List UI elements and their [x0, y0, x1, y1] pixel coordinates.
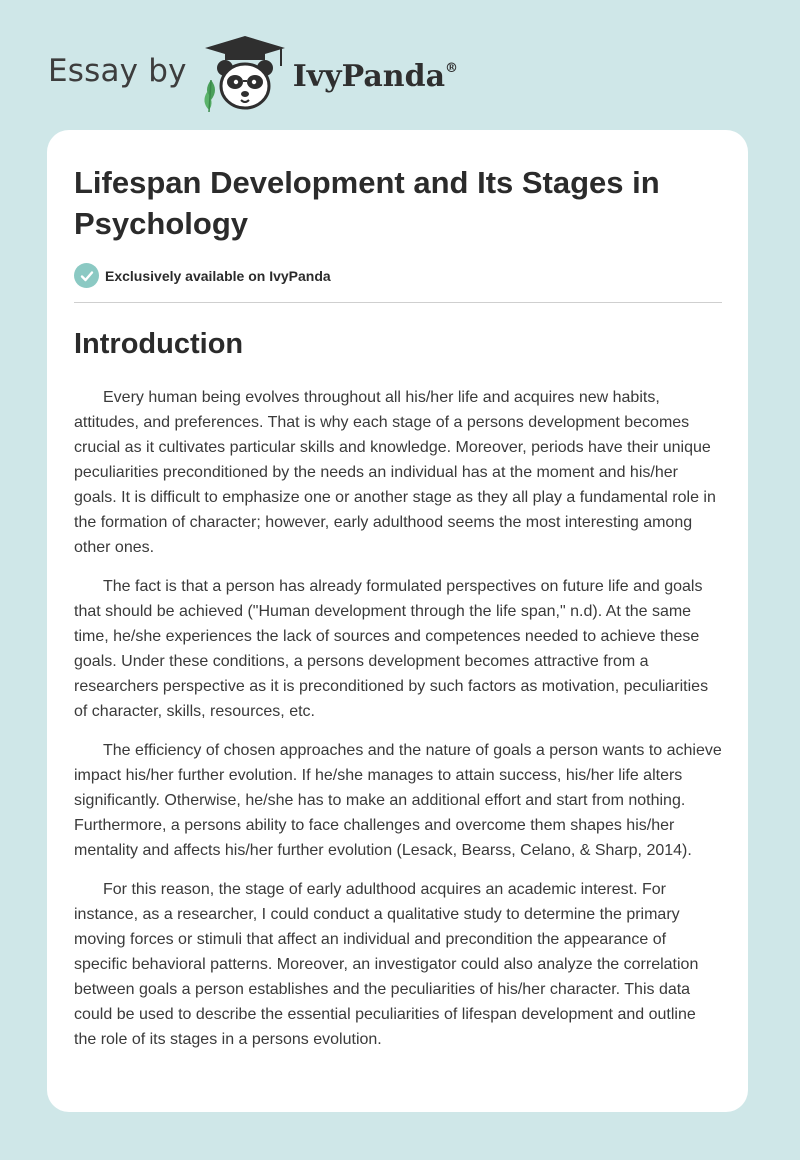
essay-by-label: Essay by: [48, 53, 187, 89]
divider: [74, 302, 722, 303]
badge-text: Exclusively available on IvyPanda: [105, 267, 331, 284]
panda-graduate-logo-icon[interactable]: [201, 34, 289, 114]
paragraph: For this reason, the stage of early adulthood acquires an academic interest. For instance, as a researcher, I could conduct a qualitative study to determine the primary moving forces or stimuli that affect an individual and precondition the appearance of specific behavioral patterns. Moreover, an investigator could also analyze the correlation between goals a person establishes and the peculiarities of his/her character. This data could be used to describe the essential peculiarities of lifespan development and outline the role of its stages in a persons evolution.: [74, 881, 699, 1048]
checkmark-icon: [74, 263, 99, 288]
essay-card: [47, 130, 748, 1112]
exclusive-badge: [74, 263, 331, 288]
paragraph: The efficiency of chosen approaches and the nature of goals a person wants to achieve impact his/her further evolution. If he/she manages to attain success, his/her life alters significantly. Otherwise, he/she has to make an additional effort and start from nothing. Furthermore, a persons ability to face challenges and overcome them shapes his/her mentality and affects his/her further evolution (Lesack, Bearss, Celano, & Sharp, 2014).: [74, 742, 722, 859]
registered-mark: ®: [445, 60, 459, 76]
ivypanda-brand[interactable]: [293, 59, 458, 94]
site-header: [48, 34, 458, 114]
essay-title: Lifespan Development and Its Stages in Psychology: [74, 165, 660, 241]
paragraph: Every human being evolves throughout all his/her life and acquires new habits, attitudes, and preferences. That is why each stage of a persons development becomes crucial as it cultivates particular skills and knowledge. Moreover, periods have their unique peculiarities preconditioned by the needs an individual has at the moment and his/her goals. It is difficult to emphasize one or another stage as they all play a fundamental role in the formation of character; however, early adulthood seems the most interesting among other ones.: [74, 389, 716, 556]
paragraph: The fact is that a person has already formulated perspectives on future life and goals that should be achieved ("Human development through the life span," n.d). At the same time, he/she experiences the lack of sources and competences needed to achieve these goals. Under these conditions, a persons development becomes attractive from a researchers perspective as it is preconditioned by such factors as motivation, peculiarities of character, skills, resources, etc.: [74, 578, 709, 720]
essay-body: [74, 385, 722, 1066]
section-title: Introduction: [74, 328, 244, 360]
brand-name: IvyPanda: [292, 58, 446, 94]
